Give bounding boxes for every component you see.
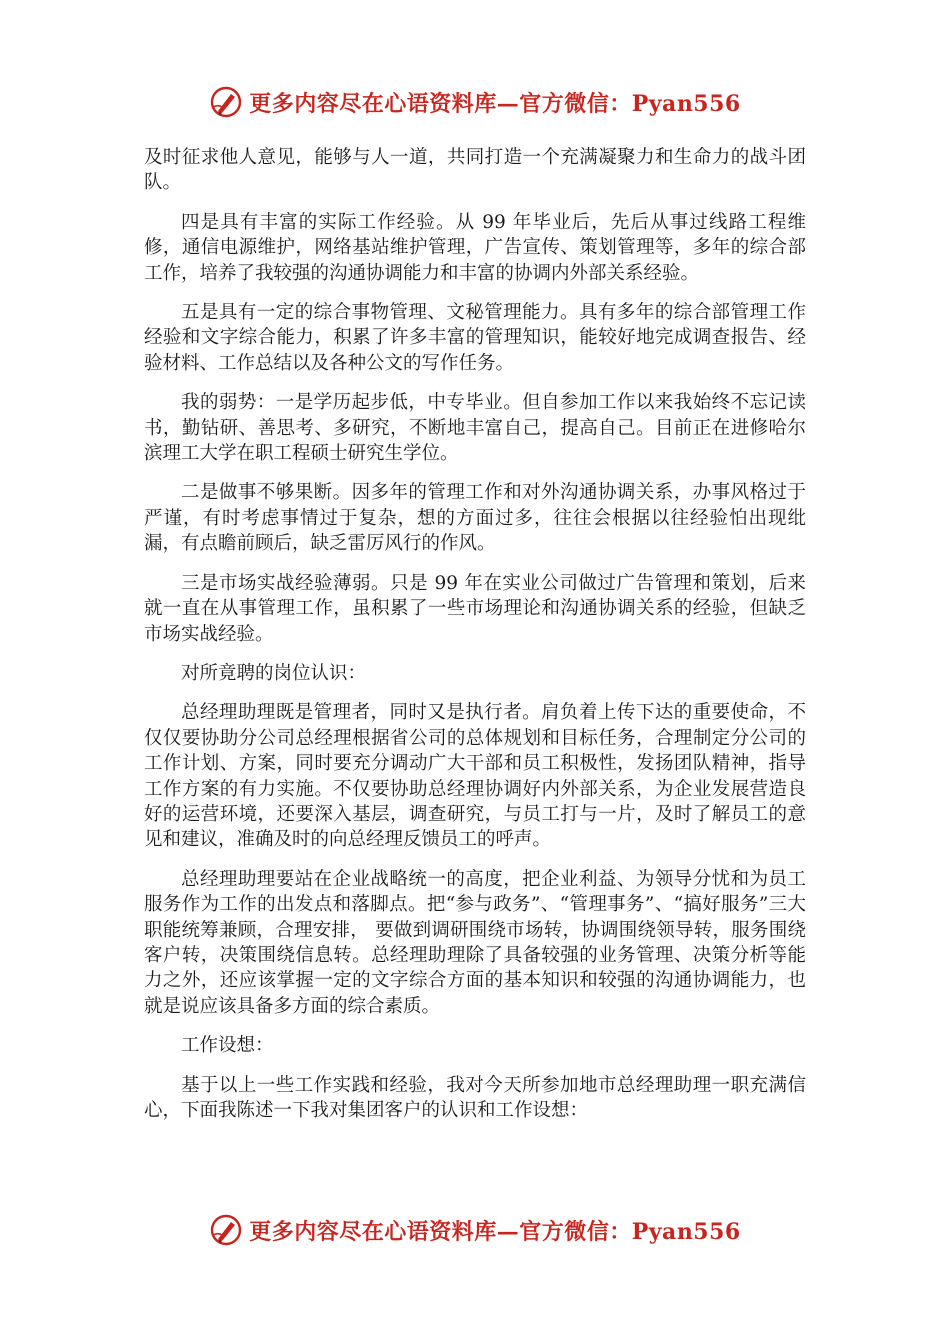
paragraph: 总经理助理要站在企业战略统一的高度，把企业利益、为领导分忧和为员工服务作为工作的出发点和落脚点。把“参与政务”、“管理事务”、“搞好服务”三大职能统筹兼顾，合理安排， 要做到调研围绕市场转，协调围绕领导转，服务围绕客户转，决策围绕信息转。总经理助理除了具备较强的业务管理、决策分析等能力之外，还应该掌握一定的文字综合方面的基本知识和较强的沟通协调能力，也就是说应该具备多方面的综合素质。 xyxy=(144,868,806,1017)
header-banner xyxy=(0,82,950,122)
paragraph: 四是具有丰富的实际工作经验。从 99 年毕业后，先后从事过线路工程维修，通信电源维护，网络基站维护管理，广告宣传、策划管理等，多年的综合部工作，培养了我较强的沟通协调能力和丰富的协调内外部关系经验。 xyxy=(144,211,806,284)
paragraph: 我的弱势：一是学历起步低，中专毕业。但自参加工作以来我始终不忘记读书，勤钻研、善思考、多研究，不断地丰富自己，提高自己。目前正在进修哈尔滨理工大学在职工程硕士研究生学位。 xyxy=(144,392,806,465)
footer-banner xyxy=(0,1210,950,1250)
paragraph: 二是做事不够果断。因多年的管理工作和对外沟通协调关系，办事风格过于严谨，有时考虑事情过于复杂，想的方面过多，往往会根据以往经验怕出现纰漏，有点瞻前顾后，缺乏雷厉风行的作风。 xyxy=(144,482,806,555)
section-heading: 对所竟聘的岗位认识： xyxy=(181,662,367,684)
paragraph: 及时征求他人意见，能够与人一道，共同打造一个充满凝聚力和生命力的战斗团队。 xyxy=(144,147,806,194)
header-banner-text: 更多内容尽在心语资料库—官方微信：Pyan556 xyxy=(249,90,741,117)
paragraph: 基于以上一些工作实践和经验，我对今天所参加地市总经理助理一职充满信心，下面我陈述一下我对集团客户的认识和工作设想： xyxy=(144,1074,806,1121)
pen-logo-icon xyxy=(209,1213,243,1247)
pen-logo-icon xyxy=(209,85,243,119)
paragraph: 五是具有一定的综合事物管理、文秘管理能力。具有多年的综合部管理工作经验和文字综合能力，积累了许多丰富的管理知识，能较好地完成调查报告、经验材料、工作总结以及各种公文的写作任务。 xyxy=(144,302,806,374)
footer-banner-text: 更多内容尽在心语资料库—官方微信：Pyan556 xyxy=(249,1218,741,1245)
document-body xyxy=(144,145,806,1137)
section-heading: 工作设想： xyxy=(181,1035,274,1057)
paragraph: 总经理助理既是管理者，同时又是执行者。肩负着上传下达的重要使命，不仅仅要协助分公司总经理根据省公司的总体规划和目标任务，合理制定分公司的工作计划、方案，同时要充分调动广大干部和员工积极性，发扬团队精神，指导工作方案的有力实施。不仅要协助总经理协调好内外部关系，为企业发展营造良好的运营环境，还要深入基层，调查研究，与员工打与一片，及时了解员工的意见和建议，准确及时的向总经理反馈员工的呼声。 xyxy=(144,702,806,851)
paragraph: 三是市场实战经验薄弱。只是 99 年在实业公司做过广告管理和策划，后来就一直在从事管理工作，虽积累了一些市场理论和沟通协调关系的经验，但缺乏市场实战经验。 xyxy=(144,572,806,645)
